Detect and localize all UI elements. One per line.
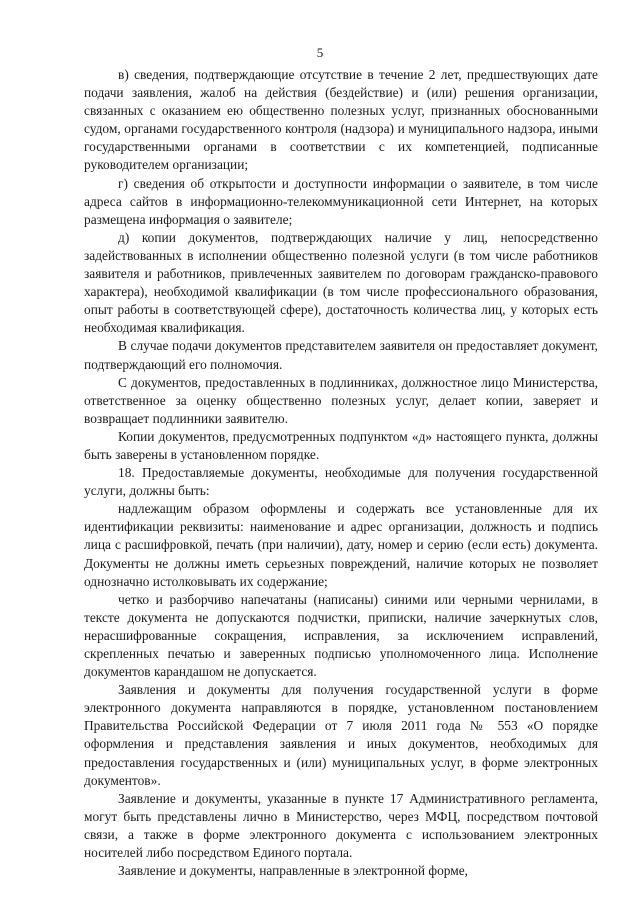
paragraph-copies-certified: Копии документов, предусмотренных подпунктом «д» настоящего пункта, должны быть заверены в установленном порядке. [84,428,598,462]
paragraph-subitem-v: в) сведения, подтверждающие отсутствие в течение 2 лет, предшествующих дате подачи заявления, жалоб на действия (бездействие) и (или) решения организации, связанных с оказанием ею общественно полезных услуг, признанных обоснованными судом, органами государственного контроля (надзора) и муниципального надзора, иными государственными органами в соответствии с их компетенцией, подписанные руководителем организации; [84,67,598,173]
paragraph-originals: С документов, предоставленных в подлинниках, должностное лицо Министерства, ответственное за оценку общественно полезных услуг, делает копии, заверяет и возвращает подлинники заявителю. [84,374,598,426]
document-body [84,66,598,880]
paragraph-subitem-d: д) копии документов, подтверждающих наличие у лиц, непосредственно задействованных в исполнении общественно полезной услуги (в том числе работников заявителя и работников, привлеченных заявителем по договорам гражданско-правового характера), необходимой квалификации (в том числе профессионального образования, опыт работы в соответствующей сфере), достаточность количества лиц, у которых есть необходимая квалификация. [84,229,598,336]
page-number: 5 [316,45,324,60]
paragraph-subitem-g: г) сведения об открытости и доступности информации о заявителе, в том числе адреса сайтов в информационно-телекоммуникационной сети Интернет, на которых размещена информация о заявителе; [84,175,598,227]
paragraph-representative: В случае подачи документов представителем заявителя он предоставляет документ, подтверждающий его полномочия. [84,338,598,372]
paragraph-electronic-submission: Заявление и документы, направленные в электронной форме, [118,863,469,879]
paragraph-legibility: четко и разборчиво напечатаны (написаны) синими или черными чернилами, в тексте документа не допускаются подчистки, приписки, наличие зачеркнутых слов, нерасшифрованные сокращения, исправления, за исключением исправлений, скрепленных печатью и заверенных подписью уполномоченного лица. Исполнение документов карандашом не допускается. [84,591,598,680]
paragraph-electronic-form: Заявления и документы для получения государственной услуги в форме электронного документа направляются в порядке, установленном постановлением Правительства Российской Федерации от 7 июля 2011 года № 553 «О порядке оформления и представления заявления и иных документов, необходимых для предоставления государственных и (или) муниципальных услуг, в форме электронных документов». [84,682,598,788]
paragraph-submission-methods: Заявление и документы, указанные в пункте 17 Административного регламента, могут быть представлены лично в Министерство, через МФЦ, посредством почтовой связи, а также в форме электронного документа с использованием электронных носителей либо посредством Единого портала. [84,790,598,861]
paragraph-requisites: надлежащим образом оформлены и содержать все установленные для их идентификации реквизиты: наименование и адрес организации, должность и подпись лица с расшифровкой, печать (при наличии), дату, номер и серию (если есть) документа. Документы не должны иметь серьезных повреждений, наличие которых не позволяет однозначно истолковывать их содержание; [84,501,598,589]
paragraph-item-18: 18. Предоставляемые документы, необходимые для получения государственной услуги, должны быть: [84,465,598,499]
